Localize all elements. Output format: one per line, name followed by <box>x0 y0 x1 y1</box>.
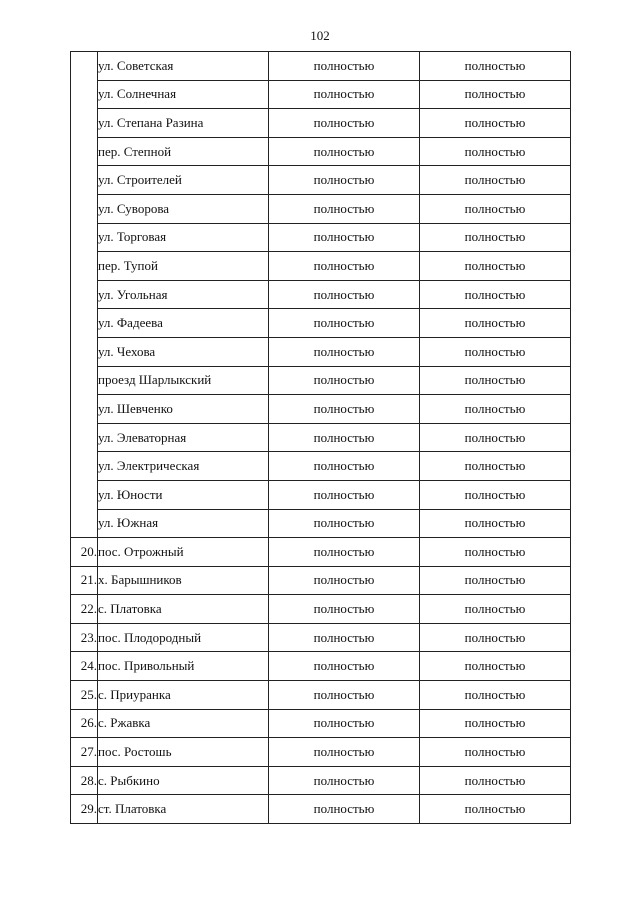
row-number: 22. <box>71 595 98 624</box>
table-row <box>71 423 571 452</box>
table-row <box>71 652 571 681</box>
coverage-cell: полностью <box>420 623 571 652</box>
table-row <box>71 480 571 509</box>
table-row <box>71 223 571 252</box>
coverage-cell: полностью <box>269 595 420 624</box>
coverage-cell: полностью <box>420 309 571 338</box>
coverage-cell: полностью <box>420 766 571 795</box>
coverage-cell: полностью <box>420 395 571 424</box>
table-row <box>71 738 571 767</box>
row-number-cell <box>71 52 98 538</box>
coverage-cell: полностью <box>420 223 571 252</box>
coverage-cell: полностью <box>269 652 420 681</box>
row-number: 29. <box>71 795 98 824</box>
coverage-cell: полностью <box>269 709 420 738</box>
coverage-cell: полностью <box>269 80 420 109</box>
settlement-name: пос. Плодородный <box>98 623 269 652</box>
coverage-cell: полностью <box>269 223 420 252</box>
table-row <box>71 395 571 424</box>
table-row <box>71 509 571 538</box>
settlement-name: ул. Солнечная <box>98 80 269 109</box>
settlement-name: ул. Южная <box>98 509 269 538</box>
settlement-name: ул. Строителей <box>98 166 269 195</box>
settlement-name: ул. Торговая <box>98 223 269 252</box>
table-row <box>71 166 571 195</box>
coverage-cell: полностью <box>269 480 420 509</box>
table-row <box>71 566 571 595</box>
coverage-cell: полностью <box>269 137 420 166</box>
coverage-cell: полностью <box>269 738 420 767</box>
settlement-name: ул. Фадеева <box>98 309 269 338</box>
coverage-cell: полностью <box>420 652 571 681</box>
settlement-name: ул. Степана Разина <box>98 109 269 138</box>
coverage-cell: полностью <box>269 280 420 309</box>
table-row <box>71 681 571 710</box>
coverage-cell: полностью <box>420 681 571 710</box>
settlement-name: ул. Шевченко <box>98 395 269 424</box>
settlements-table <box>70 51 571 824</box>
settlement-name: ул. Угольная <box>98 280 269 309</box>
coverage-cell: полностью <box>269 681 420 710</box>
table-row <box>71 194 571 223</box>
table-row <box>71 766 571 795</box>
settlement-name: пер. Тупой <box>98 252 269 281</box>
coverage-cell: полностью <box>420 194 571 223</box>
settlement-name: с. Платовка <box>98 595 269 624</box>
coverage-cell: полностью <box>269 795 420 824</box>
coverage-cell: полностью <box>269 538 420 567</box>
coverage-cell: полностью <box>420 738 571 767</box>
coverage-cell: полностью <box>269 194 420 223</box>
coverage-cell: полностью <box>420 137 571 166</box>
table-row <box>71 795 571 824</box>
settlement-name: пер. Степной <box>98 137 269 166</box>
settlement-name: пос. Отрожный <box>98 538 269 567</box>
table-row <box>71 709 571 738</box>
row-number: 28. <box>71 766 98 795</box>
settlement-name: с. Ржавка <box>98 709 269 738</box>
coverage-cell: полностью <box>420 423 571 452</box>
coverage-cell: полностью <box>420 709 571 738</box>
coverage-cell: полностью <box>269 509 420 538</box>
coverage-cell: полностью <box>420 795 571 824</box>
settlement-name: пос. Привольный <box>98 652 269 681</box>
table-row <box>71 452 571 481</box>
table-row <box>71 280 571 309</box>
row-number: 21. <box>71 566 98 595</box>
table-row <box>71 337 571 366</box>
settlement-name: с. Рыбкино <box>98 766 269 795</box>
row-number: 20. <box>71 538 98 567</box>
coverage-cell: полностью <box>420 109 571 138</box>
table-row <box>71 80 571 109</box>
coverage-cell: полностью <box>269 395 420 424</box>
coverage-cell: полностью <box>269 109 420 138</box>
coverage-cell: полностью <box>420 80 571 109</box>
table-row <box>71 137 571 166</box>
coverage-cell: полностью <box>269 366 420 395</box>
coverage-cell: полностью <box>269 309 420 338</box>
coverage-cell: полностью <box>420 566 571 595</box>
settlement-name: с. Приуранка <box>98 681 269 710</box>
coverage-cell: полностью <box>269 623 420 652</box>
coverage-cell: полностью <box>420 166 571 195</box>
table-row <box>71 52 571 81</box>
coverage-cell: полностью <box>420 366 571 395</box>
coverage-cell: полностью <box>420 337 571 366</box>
row-number: 23. <box>71 623 98 652</box>
coverage-cell: полностью <box>420 480 571 509</box>
row-number: 25. <box>71 681 98 710</box>
row-number: 26. <box>71 709 98 738</box>
table-row <box>71 109 571 138</box>
coverage-cell: полностью <box>420 452 571 481</box>
table-row <box>71 252 571 281</box>
coverage-cell: полностью <box>269 452 420 481</box>
coverage-cell: полностью <box>269 423 420 452</box>
coverage-cell: полностью <box>420 509 571 538</box>
settlement-name: пос. Ростошь <box>98 738 269 767</box>
coverage-cell: полностью <box>269 52 420 81</box>
coverage-cell: полностью <box>269 252 420 281</box>
table-row <box>71 366 571 395</box>
coverage-cell: полностью <box>420 538 571 567</box>
settlement-name: ул. Советская <box>98 52 269 81</box>
page-number: 102 <box>310 28 330 43</box>
coverage-cell: полностью <box>269 337 420 366</box>
coverage-cell: полностью <box>269 566 420 595</box>
row-number: 27. <box>71 738 98 767</box>
table-row <box>71 309 571 338</box>
coverage-cell: полностью <box>269 166 420 195</box>
settlement-name: ул. Чехова <box>98 337 269 366</box>
table-row <box>71 538 571 567</box>
coverage-cell: полностью <box>420 252 571 281</box>
row-number: 24. <box>71 652 98 681</box>
settlement-name: ул. Элеваторная <box>98 423 269 452</box>
settlement-name: проезд Шарлыкский <box>98 366 269 395</box>
settlement-name: х. Барышников <box>98 566 269 595</box>
coverage-cell: полностью <box>420 280 571 309</box>
coverage-cell: полностью <box>420 595 571 624</box>
settlement-name: ул. Электрическая <box>98 452 269 481</box>
settlement-name: ул. Суворова <box>98 194 269 223</box>
table-row <box>71 595 571 624</box>
coverage-cell: полностью <box>269 766 420 795</box>
settlement-name: ул. Юности <box>98 480 269 509</box>
settlement-name: ст. Платовка <box>98 795 269 824</box>
coverage-cell: полностью <box>420 52 571 81</box>
table-row <box>71 623 571 652</box>
